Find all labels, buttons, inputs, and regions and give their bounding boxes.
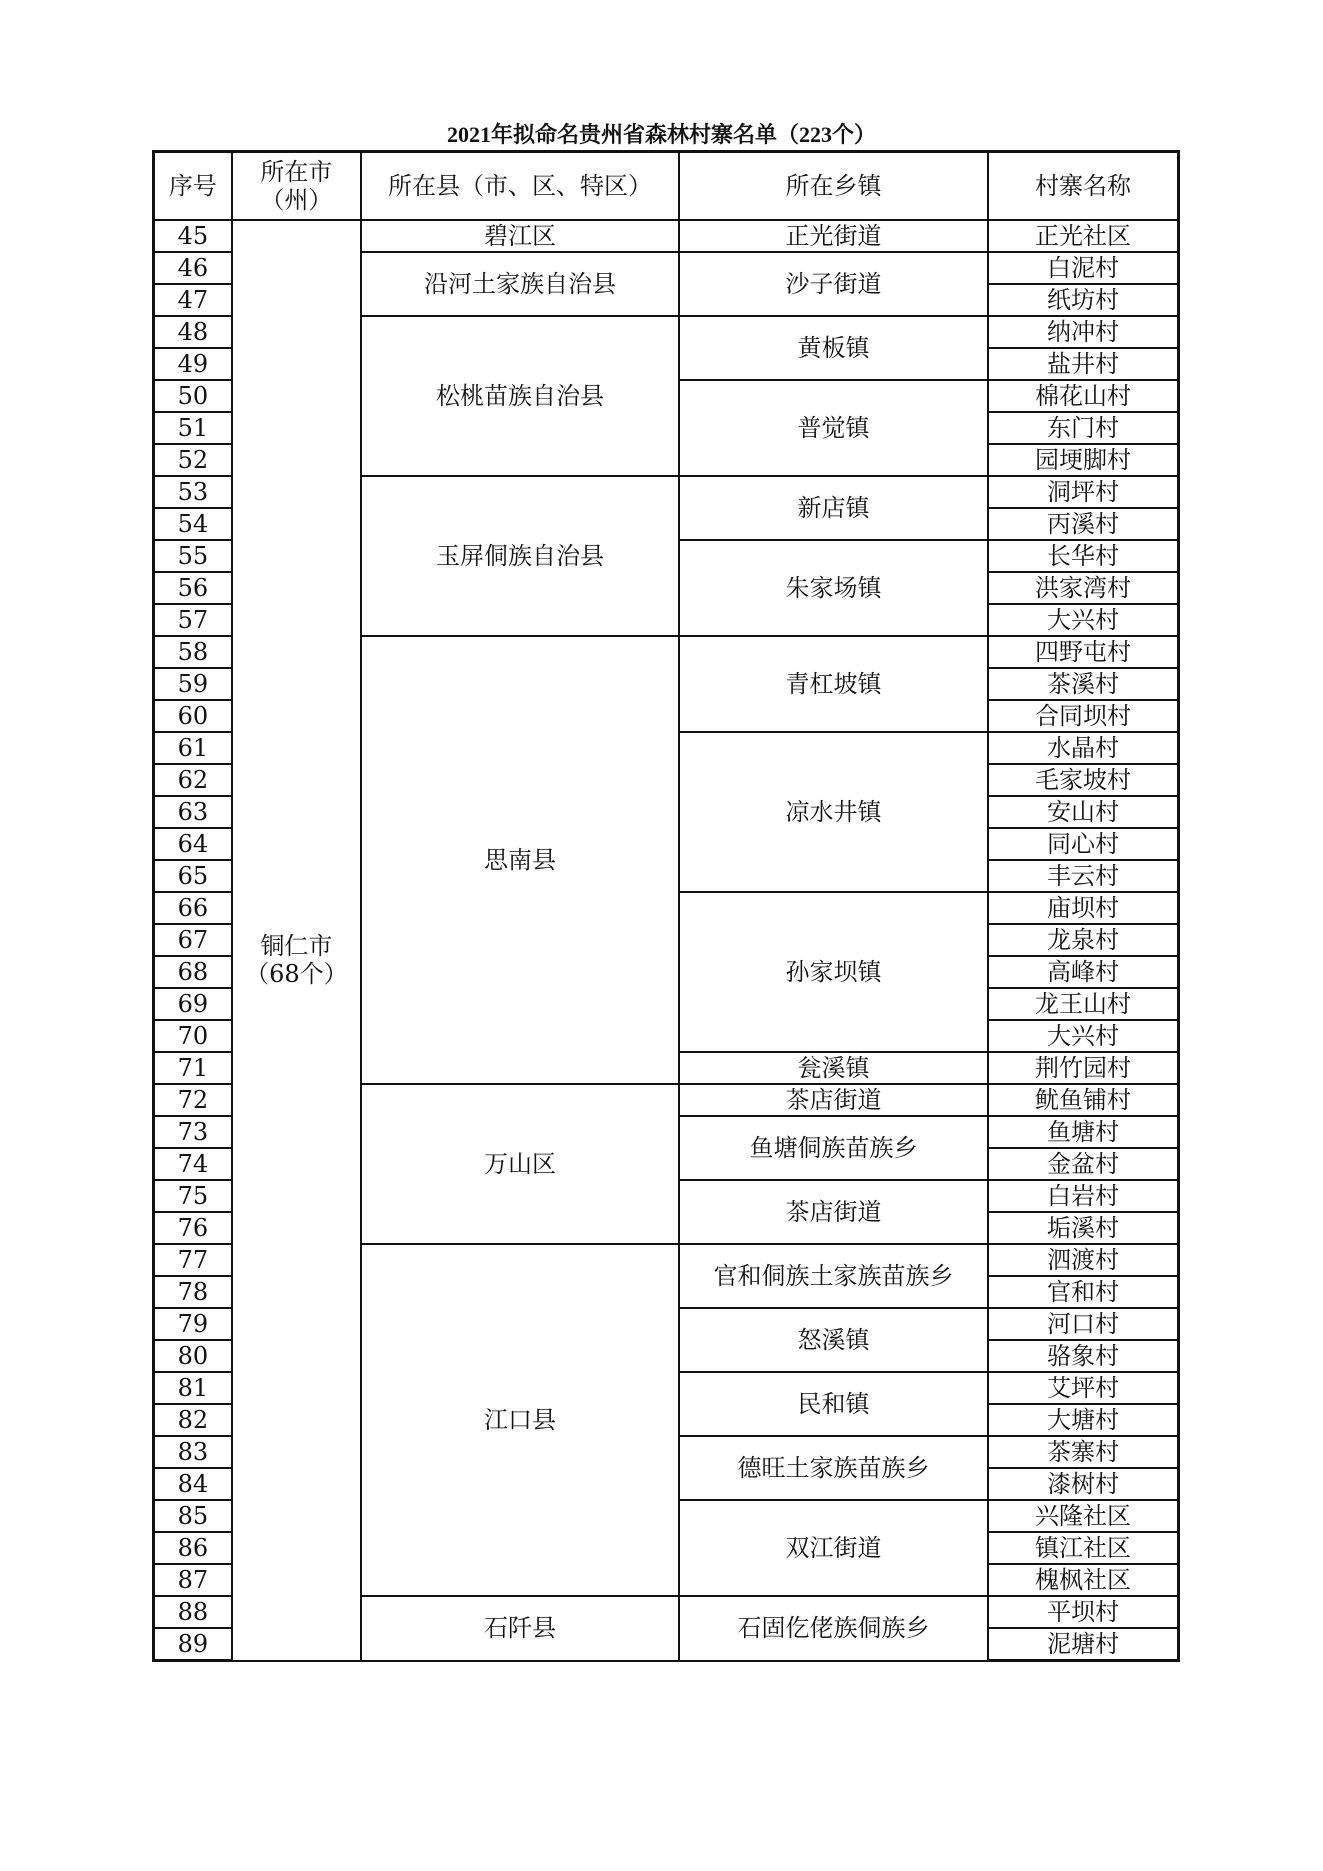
row-index: 85 bbox=[154, 1500, 232, 1532]
row-index: 54 bbox=[154, 508, 232, 540]
village-cell: 大兴村 bbox=[988, 604, 1179, 636]
county-cell: 沿河土家族自治县 bbox=[361, 252, 679, 316]
table-row bbox=[154, 220, 1179, 252]
row-index: 60 bbox=[154, 700, 232, 732]
city-name: 铜仁市 bbox=[260, 932, 333, 961]
header-village: 村寨名称 bbox=[988, 152, 1179, 221]
row-index: 56 bbox=[154, 572, 232, 604]
township-cell: 官和侗族土家族苗族乡 bbox=[679, 1244, 988, 1308]
county-cell: 碧江区 bbox=[361, 220, 679, 252]
row-index: 89 bbox=[154, 1628, 232, 1661]
header-city bbox=[232, 152, 361, 221]
township-cell: 双江街道 bbox=[679, 1500, 988, 1596]
township-cell: 瓮溪镇 bbox=[679, 1052, 988, 1084]
village-cell: 白泥村 bbox=[988, 252, 1179, 284]
village-cell: 大兴村 bbox=[988, 1020, 1179, 1052]
village-cell: 丙溪村 bbox=[988, 508, 1179, 540]
village-cell: 高峰村 bbox=[988, 956, 1179, 988]
table-header-row bbox=[154, 152, 1179, 221]
row-index: 78 bbox=[154, 1276, 232, 1308]
row-index: 88 bbox=[154, 1596, 232, 1628]
row-index: 79 bbox=[154, 1308, 232, 1340]
row-index: 51 bbox=[154, 412, 232, 444]
county-cell: 石阡县 bbox=[361, 1596, 679, 1661]
village-cell: 安山村 bbox=[988, 796, 1179, 828]
row-index: 52 bbox=[154, 444, 232, 476]
village-cell: 东门村 bbox=[988, 412, 1179, 444]
county-cell: 江口县 bbox=[361, 1244, 679, 1596]
row-index: 63 bbox=[154, 796, 232, 828]
village-cell: 平坝村 bbox=[988, 1596, 1179, 1628]
row-index: 49 bbox=[154, 348, 232, 380]
village-cell: 纸坊村 bbox=[988, 284, 1179, 316]
village-cell: 庙坝村 bbox=[988, 892, 1179, 924]
village-cell: 正光社区 bbox=[988, 220, 1179, 252]
row-index: 45 bbox=[154, 220, 232, 252]
village-cell: 洞坪村 bbox=[988, 476, 1179, 508]
row-index: 80 bbox=[154, 1340, 232, 1372]
row-index: 48 bbox=[154, 316, 232, 348]
village-cell: 金盆村 bbox=[988, 1148, 1179, 1180]
village-list-table bbox=[152, 150, 1180, 1662]
row-index: 67 bbox=[154, 924, 232, 956]
village-cell: 盐井村 bbox=[988, 348, 1179, 380]
row-index: 73 bbox=[154, 1116, 232, 1148]
row-index: 58 bbox=[154, 636, 232, 668]
village-cell: 镇江社区 bbox=[988, 1532, 1179, 1564]
village-cell: 官和村 bbox=[988, 1276, 1179, 1308]
village-cell: 园埂脚村 bbox=[988, 444, 1179, 476]
row-index: 81 bbox=[154, 1372, 232, 1404]
row-index: 64 bbox=[154, 828, 232, 860]
township-cell: 石固仡佬族侗族乡 bbox=[679, 1596, 988, 1661]
row-index: 66 bbox=[154, 892, 232, 924]
header-township: 所在乡镇 bbox=[679, 152, 988, 221]
county-cell: 思南县 bbox=[361, 636, 679, 1084]
row-index: 69 bbox=[154, 988, 232, 1020]
township-cell: 新店镇 bbox=[679, 476, 988, 540]
village-cell: 艾坪村 bbox=[988, 1372, 1179, 1404]
header-city-line1: 所在市 bbox=[260, 158, 333, 186]
row-index: 82 bbox=[154, 1404, 232, 1436]
village-cell: 丰云村 bbox=[988, 860, 1179, 892]
row-index: 65 bbox=[154, 860, 232, 892]
header-index: 序号 bbox=[154, 152, 232, 221]
row-index: 70 bbox=[154, 1020, 232, 1052]
township-cell: 黄板镇 bbox=[679, 316, 988, 380]
table-body bbox=[154, 220, 1179, 1661]
township-cell: 朱家场镇 bbox=[679, 540, 988, 636]
village-cell: 荆竹园村 bbox=[988, 1052, 1179, 1084]
township-cell: 怒溪镇 bbox=[679, 1308, 988, 1372]
village-cell: 合同坝村 bbox=[988, 700, 1179, 732]
row-index: 72 bbox=[154, 1084, 232, 1116]
village-cell: 鱼塘村 bbox=[988, 1116, 1179, 1148]
township-cell: 凉水井镇 bbox=[679, 732, 988, 892]
county-cell: 玉屏侗族自治县 bbox=[361, 476, 679, 636]
row-index: 83 bbox=[154, 1436, 232, 1468]
row-index: 50 bbox=[154, 380, 232, 412]
village-cell: 白岩村 bbox=[988, 1180, 1179, 1212]
row-index: 76 bbox=[154, 1212, 232, 1244]
village-cell: 河口村 bbox=[988, 1308, 1179, 1340]
village-cell: 水晶村 bbox=[988, 732, 1179, 764]
row-index: 74 bbox=[154, 1148, 232, 1180]
row-index: 57 bbox=[154, 604, 232, 636]
village-cell: 鱿鱼铺村 bbox=[988, 1084, 1179, 1116]
header-city-line2: （州） bbox=[260, 186, 333, 214]
village-cell: 同心村 bbox=[988, 828, 1179, 860]
village-cell: 茶寨村 bbox=[988, 1436, 1179, 1468]
row-index: 84 bbox=[154, 1468, 232, 1500]
village-cell: 垢溪村 bbox=[988, 1212, 1179, 1244]
row-index: 68 bbox=[154, 956, 232, 988]
township-cell: 青杠坡镇 bbox=[679, 636, 988, 732]
village-cell: 龙泉村 bbox=[988, 924, 1179, 956]
village-cell: 龙王山村 bbox=[988, 988, 1179, 1020]
township-cell: 普觉镇 bbox=[679, 380, 988, 476]
header-county: 所在县（市、区、特区） bbox=[361, 152, 679, 221]
village-cell: 棉花山村 bbox=[988, 380, 1179, 412]
township-cell: 沙子街道 bbox=[679, 252, 988, 316]
row-index: 77 bbox=[154, 1244, 232, 1276]
row-index: 47 bbox=[154, 284, 232, 316]
village-cell: 毛家坡村 bbox=[988, 764, 1179, 796]
row-index: 61 bbox=[154, 732, 232, 764]
row-index: 55 bbox=[154, 540, 232, 572]
village-cell: 泥塘村 bbox=[988, 1628, 1179, 1661]
township-cell: 茶店街道 bbox=[679, 1084, 988, 1116]
township-cell: 孙家坝镇 bbox=[679, 892, 988, 1052]
row-index: 46 bbox=[154, 252, 232, 284]
township-cell: 正光街道 bbox=[679, 220, 988, 252]
village-cell: 大塘村 bbox=[988, 1404, 1179, 1436]
county-cell: 万山区 bbox=[361, 1084, 679, 1244]
row-index: 53 bbox=[154, 476, 232, 508]
village-cell: 漆树村 bbox=[988, 1468, 1179, 1500]
village-cell: 纳冲村 bbox=[988, 316, 1179, 348]
village-cell: 兴隆社区 bbox=[988, 1500, 1179, 1532]
township-cell: 鱼塘侗族苗族乡 bbox=[679, 1116, 988, 1180]
village-cell: 槐枫社区 bbox=[988, 1564, 1179, 1596]
row-index: 87 bbox=[154, 1564, 232, 1596]
township-cell: 民和镇 bbox=[679, 1372, 988, 1436]
row-index: 75 bbox=[154, 1180, 232, 1212]
county-cell: 松桃苗族自治县 bbox=[361, 316, 679, 476]
row-index: 62 bbox=[154, 764, 232, 796]
village-cell: 四野屯村 bbox=[988, 636, 1179, 668]
row-index: 71 bbox=[154, 1052, 232, 1084]
city-cell bbox=[232, 220, 361, 1661]
city-count: （68个） bbox=[245, 960, 348, 989]
township-cell: 茶店街道 bbox=[679, 1180, 988, 1244]
township-cell: 德旺土家族苗族乡 bbox=[679, 1436, 988, 1500]
village-cell: 茶溪村 bbox=[988, 668, 1179, 700]
village-cell: 长华村 bbox=[988, 540, 1179, 572]
village-cell: 泗渡村 bbox=[988, 1244, 1179, 1276]
village-cell: 骆象村 bbox=[988, 1340, 1179, 1372]
page-title: 2021年拟命名贵州省森林村寨名单（223个） bbox=[446, 122, 876, 147]
village-cell: 洪家湾村 bbox=[988, 572, 1179, 604]
row-index: 86 bbox=[154, 1532, 232, 1564]
row-index: 59 bbox=[154, 668, 232, 700]
